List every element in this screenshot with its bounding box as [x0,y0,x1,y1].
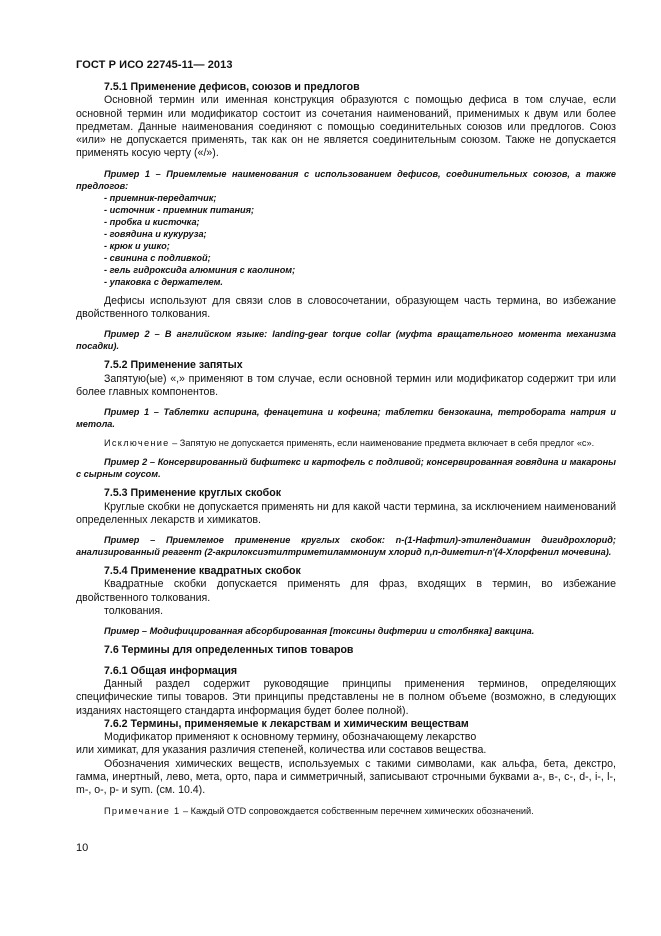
section-7-5-2-example-2: Пример 2 – Консервированный бифштекс и картофель с подливой; консервированная говядина и макароны с сырным соусом. [76,457,616,480]
section-7-5-1-heading: 7.5.1 Применение дефисов, союзов и предлогов [104,81,360,93]
section-7-5-1-paragraph: Основной термин или именная конструкция образуются с помощью дефиса в том случае, если основной термин или модификатор состоит из сочетания наименований, применимых к двум или более предметам. Данные наименования соединяют с помощью соединительных союзов или предлогов. Союз «или» не допускается применять, так как он не является соединительным союзом. Также не допускается применять косую черту («/»). [76,94,616,160]
list-item: - источник - приемник питания; [104,204,255,215]
section-7-6-heading: 7.6 Термины для определенных типов товаров [104,644,354,657]
list-item: - пробка и кисточка; [104,216,200,227]
section-7-6-2-note [76,805,616,817]
section-7-5-4-paragraph: Квадратные скобки допускается применять для фраз, входящих в термин, во избежание двойственного толкования. [76,578,616,604]
list-item: - свинина с подливкой; [104,252,211,263]
section-7-5-3-heading: 7.5.3 Применение круглых скобок [104,487,281,500]
section-7-6-2-paragraph-2: Обозначения химических веществ, используемых с такими символами, как альфа, бета, декстро, гамма, инертный, лево, мета, орто, пара и симметричный, записывают строчными буквами а-, в-, с-, d-, i-, l-, m-, о-, р- и sym. (см. 10.4). [76,757,616,797]
section-7-5-1-example-1: Пример 1 – Приемлемые наименования с использованием дефисов, соединительных союзов, а также предлогов: [76,168,616,191]
section-7-5-1-example-2: Пример 2 – В английском языке: landing-gear torque collar (муфта вращательного момента механизма посадки). [76,329,616,352]
section-7-5-1-paragraph-2: Дефисы используют для связи слов в словосочетании, образующем часть термина, во избежание двойственного толкования. [76,294,616,321]
list-item: - говядина и кукуруза; [104,228,207,239]
section-7-5-2-heading: 7.5.2 Применение запятых [104,359,243,372]
exception-text: – Запятую не допускается применять, если наименование предмета включает в себя предлог «с». [169,438,595,449]
section-7-5-2-paragraph: Запятую(ые) «,» применяют в том случае, если основной термин или модификатор содержит три или более главных компонентов. [76,372,616,398]
page-number: 10 [76,842,89,854]
section-7-6-1-heading: 7.6.1 Общая информация [104,664,238,677]
list-item: - крюк и ушко; [104,240,170,251]
acceptable-names-list [104,192,616,288]
section-7-5-2-exception [76,437,616,449]
note-text: – Каждый OTD сопровождается собственным перечнем химических обозначений. [180,805,534,816]
section-7-6-2-paragraph-1b: или химикат, для указания различия степеней, количества или составов вещества. [76,744,487,757]
section-7-5-3-paragraph: Круглые скобки не допускается применять ни для какой части термина, за исключением наименований определенных лекарств и химикатов. [76,500,616,526]
section-7-5-4-paragraph-repeat: толкования. [104,605,164,618]
section-7-5-3-example: Пример – Приемлемое применение круглых скобок: n-(1-Нафтил)-этилендиамин дигидрохлорид; анализированный реагент (2-акрилоксиэтилтриметиламмониум хлорид n,n-диметил-n'(4-Хлорфенил мочевина). [76,535,616,558]
note-label: Примечание 1 [104,805,181,816]
section-7-5-4-heading: 7.5.4 Применение квадратных скобок [104,565,301,578]
section-7-6-2-heading: 7.6.2 Термины, применяемые к лекарствам и химическим веществам [104,717,469,730]
list-item: - приемник-передатчик; [104,192,217,203]
section-7-6-2-paragraph-1: Модификатор применяют к основному термину, обозначающему лекарство [104,731,477,744]
exception-label: Исключение [104,438,170,449]
section-7-5-4-example: Пример – Модифицированная абсорбированная [токсины дифтерии и столбняка] вакцина. [104,626,535,637]
document-header: ГОСТ Р ИСО 22745-11— 2013 [76,59,233,71]
list-item: - гель гидроксида алюминия с каолином; [104,264,296,275]
section-7-6-1-paragraph: Данный раздел содержит руководящие принципы применения терминов, определяющих специфические типы товаров. Эти принципы представлены не в полном объеме (возможно, в следующих изданиях настоящего стандарта информация будет более полной). [76,677,616,717]
list-item: - упаковка с держателем. [104,276,223,287]
page-content [76,81,616,817]
section-7-5-2-example-1: Пример 1 – Таблетки аспирина, фенацетина и кофеина; таблетки бензокаина, тетробората натрия и метола. [76,407,616,430]
